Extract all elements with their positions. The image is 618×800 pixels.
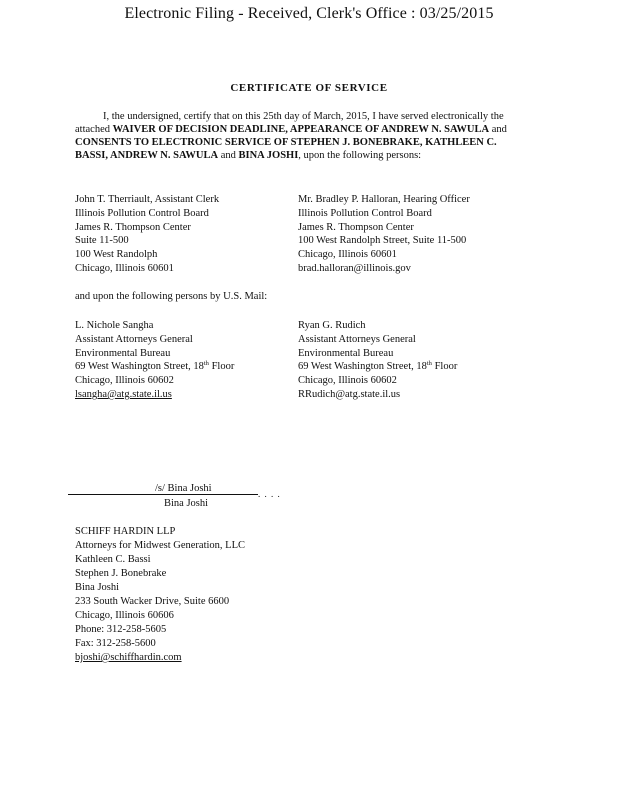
law-firm-block xyxy=(75,525,245,665)
recipient-dept: Environmental Bureau xyxy=(75,347,171,359)
recipient-building: James R. Thompson Center xyxy=(75,221,191,233)
recipient-title: Assistant Attorneys General xyxy=(75,333,193,345)
street-main: 69 West Washington Street, 18 xyxy=(75,361,204,373)
recipient-email: RRudich@atg.state.il.us xyxy=(298,388,401,400)
signatory-name: Bina Joshi xyxy=(164,498,209,509)
recipient-email: brad.halloran@illinois.gov xyxy=(298,262,411,274)
intro-bold-3: BINA JOSHI xyxy=(238,150,299,161)
street-floor: Floor xyxy=(208,361,235,373)
signature-dots: . . . . xyxy=(258,489,281,499)
firm-street: 233 South Wacker Drive, Suite 6600 xyxy=(75,596,230,607)
electronic-recipient-right xyxy=(298,193,470,276)
recipient-org: Illinois Pollution Control Board xyxy=(75,207,209,219)
recipient-email-link[interactable]: lsangha@atg.state.il.us xyxy=(75,388,172,400)
filing-stamp: Electronic Filing - Received, Clerk's Office : 03/25/2015 xyxy=(124,5,494,22)
firm-attorney: Stephen J. Bonebrake xyxy=(75,568,167,579)
firm-role: Attorneys for Midwest Generation, LLC xyxy=(75,540,246,551)
recipient-name: L. Nichole Sangha xyxy=(75,320,154,331)
street-main: 69 West Washington Street, 18 xyxy=(298,361,427,373)
street-ordinal: th xyxy=(426,360,432,368)
street-ordinal: th xyxy=(203,360,209,368)
mail-recipient-left xyxy=(75,319,234,402)
intro-paragraph xyxy=(75,110,525,162)
firm-city: Chicago, Illinois 60606 xyxy=(75,610,174,621)
recipient-city: Chicago, Illinois 60602 xyxy=(75,375,174,387)
mail-service-intro: and upon the following persons by U.S. Mail: xyxy=(75,291,268,302)
recipient-org: Illinois Pollution Control Board xyxy=(298,207,432,219)
intro-text-1: I, the undersigned, certify that on this 25th day of March, 2015, I have served electronically the attached xyxy=(75,111,504,135)
recipient-name: Ryan G. Rudich xyxy=(298,320,366,331)
intro-text-4: , upon the following persons: xyxy=(298,150,422,161)
electronic-signature: /s/ Bina Joshi xyxy=(155,483,212,494)
recipient-street xyxy=(75,360,234,374)
recipient-suite: Suite 11-500 xyxy=(75,235,129,247)
document-title: CERTIFICATE OF SERVICE xyxy=(230,82,388,94)
recipient-building: James R. Thompson Center xyxy=(298,221,414,233)
firm-attorney: Kathleen C. Bassi xyxy=(75,554,151,565)
recipient-city: Chicago, Illinois 60602 xyxy=(298,375,397,387)
recipient-city: Chicago, Illinois 60601 xyxy=(298,249,397,261)
intro-bold-1: WAIVER OF DECISION DEADLINE, APPEARANCE OF ANDREW N. SAWULA xyxy=(112,124,490,135)
recipient-dept: Environmental Bureau xyxy=(298,347,394,359)
street-floor: Floor xyxy=(431,361,458,373)
firm-name: SCHIFF HARDIN LLP xyxy=(75,526,176,537)
intro-bold-2: CONSENTS TO ELECTRONIC SERVICE OF STEPHEN J. BONEBRAKE, KATHLEEN C. BASSI, ANDREW N. SAWULA xyxy=(75,137,497,161)
firm-attorney: Bina Joshi xyxy=(75,582,120,593)
recipient-street: 100 West Randolph xyxy=(75,249,158,261)
firm-fax: Fax: 312-258-5600 xyxy=(75,638,156,649)
recipient-street xyxy=(298,360,457,374)
intro-text-2: and xyxy=(489,124,507,135)
firm-phone: Phone: 312-258-5605 xyxy=(75,624,167,635)
recipient-name: John T. Therriault, Assistant Clerk xyxy=(75,194,220,205)
electronic-recipient-left xyxy=(75,193,219,276)
recipient-city: Chicago, Illinois 60601 xyxy=(75,262,174,274)
recipient-name: Mr. Bradley P. Halloran, Hearing Officer xyxy=(298,194,470,205)
recipient-title: Assistant Attorneys General xyxy=(298,333,416,345)
signature-line xyxy=(68,494,258,495)
recipient-street: 100 West Randolph Street, Suite 11-500 xyxy=(298,235,467,247)
mail-recipient-right xyxy=(298,319,457,402)
intro-text-3: and xyxy=(218,150,239,161)
firm-email-link[interactable]: bjoshi@schiffhardin.com xyxy=(75,652,182,663)
